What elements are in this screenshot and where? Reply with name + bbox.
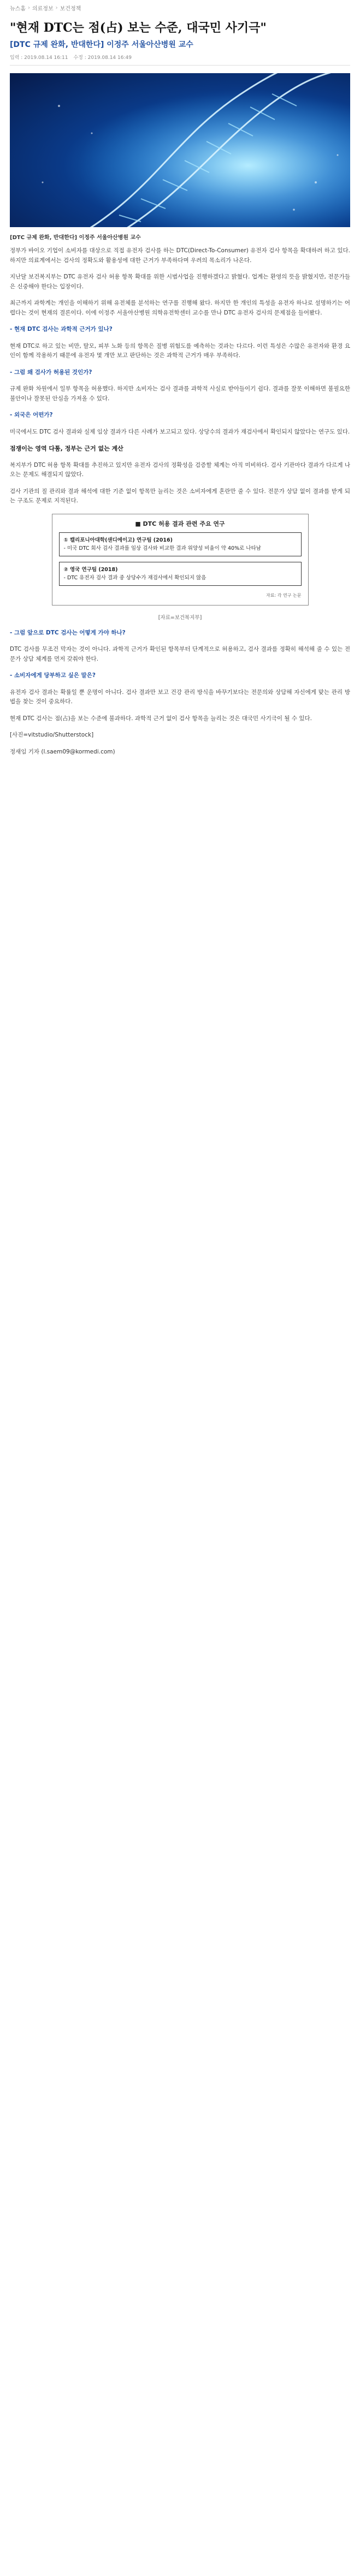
section-heading: 점쟁이는 영역 다툼, 정부는 근거 없는 계산 bbox=[10, 445, 123, 452]
qa-question: - 현재 DTC 검사는 과학적 근거가 있나? bbox=[10, 326, 113, 333]
figure-caption: [자료=보건복지부] bbox=[158, 614, 202, 621]
figure-box-text: - DTC 유전자 검사 결과 중 상당수가 재검사에서 확인되지 않음 bbox=[63, 574, 206, 581]
qa-answer: 유전자 검사 결과는 확률일 뿐 운명이 아니다. 검사 결과만 보고 건강 관리 방식을 바꾸기보다는 전문의와 상담해 자신에게 맞는 관리 방법을 찾는 것이 중요하다. bbox=[10, 688, 350, 705]
breadcrumb-home[interactable]: 뉴스홈 bbox=[10, 5, 26, 12]
qa-question: - 그럼 앞으로 DTC 검사는 어떻게 가야 하나? bbox=[10, 629, 126, 636]
body-paragraph: 현재 DTC 검사는 점(占)을 보는 수준에 불과하다. 과학적 근거 없이 검사 항목을 늘리는 것은 대국민 사기극이 될 수 있다. bbox=[10, 715, 312, 722]
qa-question: - 소비자에게 당부하고 싶은 말은? bbox=[10, 672, 96, 679]
hero-caption: [DTC 규제 완화, 반대한다] 이정주 서울아산병원 교수 bbox=[10, 235, 141, 241]
dna-helix-illustration bbox=[10, 73, 350, 227]
qa-answer: 미국에서도 DTC 검사 결과와 실제 임상 결과가 다른 사례가 보고되고 있다. 상당수의 결과가 재검사에서 확인되지 않았다는 연구도 있다. bbox=[10, 428, 350, 435]
figure-box-heading: ② 영국 연구팀 (2018) bbox=[63, 566, 118, 573]
body-paragraph: 정부가 바이오 기업이 소비자를 대상으로 직접 유전자 검사를 하는 DTC(Direct-To-Consumer) 유전자 검사 항목을 확대하려 하고 있다. 하지만 의료계에서는 검사의 정확도와 활용성에 대한 근거가 부족하다며 우려의 목소리가 나온다. bbox=[10, 247, 350, 264]
body-paragraph: 복지부가 DTC 허용 항목 확대를 추진하고 있지만 유전자 검사의 정확성을 검증할 체계는 아직 미비하다. 검사 기관마다 결과가 다르게 나오는 문제도 해결되지 않았다. bbox=[10, 461, 350, 478]
article-body-tail bbox=[10, 628, 350, 740]
qa-answer: 현재 DTC로 하고 있는 비만, 탈모, 피부 노화 등의 항목은 질병 위험도를 예측하는 것과는 다르다. 이런 특성은 수많은 유전자와 환경 요인이 함께 작용하기 때문에 유전자 몇 개만 보고 판단하는 것은 과학적 근거가 매우 부족하다. bbox=[10, 342, 350, 359]
article-subhead: [DTC 규제 완화, 반대한다] 이정주 서울아산병원 교수 bbox=[10, 40, 193, 49]
article-page bbox=[0, 0, 360, 756]
research-figure bbox=[52, 514, 309, 606]
qa-question: - 그럼 왜 검사가 허용된 것인가? bbox=[10, 369, 92, 376]
qa-question: - 외국은 어떤가? bbox=[10, 412, 53, 418]
figure-box bbox=[59, 562, 302, 586]
article-meta bbox=[10, 54, 350, 66]
breadcrumb-category[interactable]: 의료정보 bbox=[32, 5, 54, 12]
photo-credit: [사진=vitstudio/Shutterstock] bbox=[10, 732, 94, 738]
figure-box bbox=[59, 532, 302, 556]
breadcrumb: 뉴스홈 › 의료정보 › 보건정책 bbox=[10, 4, 81, 12]
qa-answer: DTC 검사를 무조건 막자는 것이 아니다. 과학적 근거가 확인된 항목부터 단계적으로 허용하고, 검사 결과를 정확히 해석해 줄 수 있는 전문가 상담 체계를 먼저 갖춰야 한다. bbox=[10, 646, 350, 662]
figure-box-text: - 미국 DTC 회사 검사 결과를 임상 검사와 비교한 결과 위양성 비율이 약 40%로 나타남 bbox=[63, 545, 261, 551]
body-paragraph: 최근까지 과학계는 개인을 이해하기 위해 유전체를 분석하는 연구를 진행해 왔다. 하지만 한 개인의 특성을 유전자 하나로 설명하기는 어렵다는 것이 현재의 결론이다. 이에 이정주 서울아산병원 의학유전학센터 교수를 만나 DTC 유전자 검사의 문제점을 들어봤다. bbox=[10, 300, 350, 316]
reporter-byline[interactable]: 정새임 기자 (l.saem09@kormedi.com) bbox=[10, 748, 115, 755]
body-paragraph: 검사 기관의 질 관리와 결과 해석에 대한 기준 없이 항목만 늘리는 것은 소비자에게 혼란만 줄 수 있다. 전문가 상담 없이 결과를 받게 되는 구조도 문제로 지적된다. bbox=[10, 488, 350, 504]
article-date-input: 입력 : 2019.08.14 16:11 bbox=[10, 55, 68, 61]
figure-source: 자료: 각 연구 논문 bbox=[266, 592, 302, 598]
breadcrumb-subcategory[interactable]: 보건정책 bbox=[60, 5, 81, 12]
article-headline: "현재 DTC는 점(占) 보는 수준, 대국민 사기극" bbox=[10, 21, 267, 35]
figure-title: ■ DTC 허용 결과 관련 주요 연구 bbox=[135, 520, 225, 527]
article-body bbox=[10, 246, 350, 506]
hero-image-dna bbox=[10, 73, 350, 227]
figure-box-heading: ① 캘리포니아대학(샌디에이고) 연구팀 (2016) bbox=[63, 537, 173, 543]
qa-answer: 규제 완화 차원에서 일부 항목을 허용했다. 하지만 소비자는 검사 결과를 과학적 사실로 받아들이기 쉽다. 결과를 잘못 이해하면 불필요한 불안이나 잘못된 안심을 가져올 수 있다. bbox=[10, 385, 350, 402]
body-paragraph: 지난달 보건복지부는 DTC 유전자 검사 허용 항목 확대를 위한 시범사업을 진행하겠다고 밝혔다. 업계는 환영의 뜻을 밝혔지만, 전문가들은 신중해야 한다는 입장이다. bbox=[10, 274, 350, 290]
article-date-modified: 수정 : 2019.08.14 16:49 bbox=[73, 55, 132, 61]
